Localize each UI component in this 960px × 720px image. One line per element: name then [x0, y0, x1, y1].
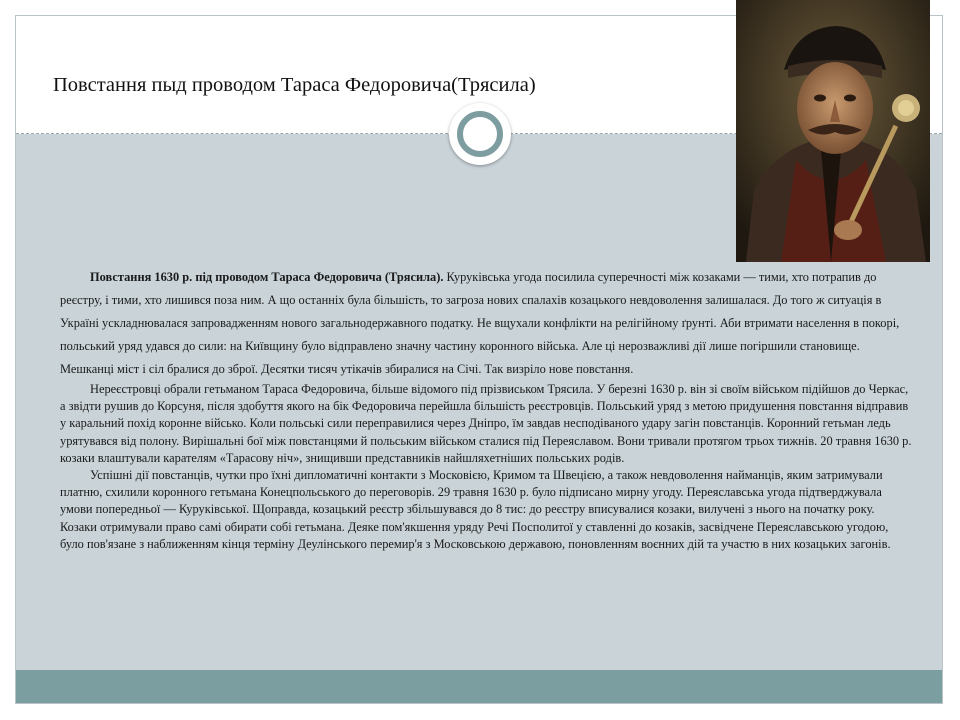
ring-ornament-icon [449, 103, 511, 165]
footer-bar [16, 670, 942, 703]
hetman-portrait-icon [736, 0, 930, 262]
paragraph-1-heading: Повстання 1630 р. під проводом Тараса Федоровича (Трясила). [90, 270, 444, 284]
body-text [60, 266, 913, 553]
paragraph-3: Успішні дії повстанців, чутки про їхні дипломатичні контакти з Московією, Кримом та Швецією, а також невдоволення найманців, яким затримували платню, схилили коронного гетьмана Конецпольського до переговорів. 29 травня 1630 р. було підписано мирну угоду. Переяславська угода підтверджувала умови попередньої — Куруківської. Щоправда, козацький реєстр збільшувався до 8 тис: до реєстру вписувалися козаки, вилучені з нього на початку року. Козаки отримували право самі обирати собі гетьмана. Деяке пом'якшення уряду Речі Посполитої у ставленні до козаків, засвідчене Переяславською угодою, було пов'язане з наближенням кінця терміну Деулінського перемир'я з Московською державою, поновленням воєнних дій та участю в них козацьких загонів. [60, 468, 891, 551]
paragraph-2: Нереєстровці обрали гетьманом Тараса Федоровича, більше відомого під прізвиськом Трясила. У березні 1630 р. він зі своїм військом підійшов до Черкас, а звідти рушив до Корсуня, після здобуття якого на бік Федоровича перейшла більшість реєстровців. Польський уряд з метою придушення повстання відправив у каральний похід коронне військо. Коли польські сили переправилися через Дніпро, їм завдав несподіваного удару загін повстанців. Коронний гетьман ледь урятувався від полону. Вирішальні бої між повстанцями й польським військом сталися під Переяславом. Вони тривали протягом трьох тижнів. 20 травня 1630 р. козаки влаштували карателям «Тарасову ніч», знищивши представників найшляхетніших польських родів. [60, 382, 912, 465]
paragraph-1 [60, 266, 913, 381]
slide-title: Повстання пыд проводом Тараса Федоровича(Трясила) [53, 74, 536, 96]
paragraph-1-text: Куруківська угода посилила суперечності між козаками — тими, хто потрапив до реєстру, і тими, хто лишився поза ним. А що останніх була більшість, то загроза нових спалахів козацького невдоволення залишалася. До того ж ситуація в Україні ускладнювалася запровадженням нового загальнодержавного податку. Не вщухали конфлікти на релігійному ґрунті. Аби втримати населення в покорі, польський уряд удався до сили: на Київщину було відправлено значну частину коронного війська. Але ці нерозважливі дії лише погіршили становище. Мешканці міст і сіл бралися до зброї. Десятки тисяч утікачів збиралися на Січі. Так визріло нове повстання. [60, 270, 900, 376]
